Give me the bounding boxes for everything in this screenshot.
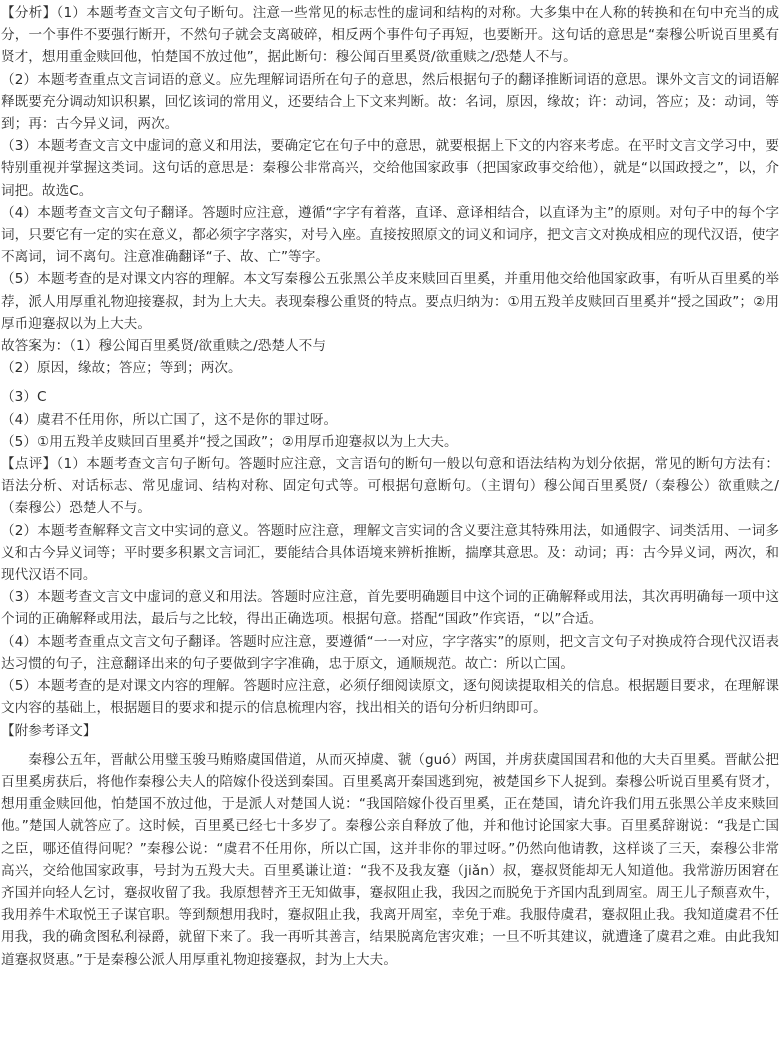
answer-5: （5）①用五羖羊皮赎回百里奚并“授之国政”；②用厚币迎蹇叔以为上大夫。 xyxy=(1,433,458,450)
answer-4: （4）虞君不任用你，所以亡国了，这不是你的罪过呀。 xyxy=(1,411,338,428)
comment-part-1: 【点评】（1）本题考查文言句子断句。答题时应注意，文言语句的断句一般以句意和语法结构为划分依据，常见的断句方法有：语法分析、对话标志、常见虚词、结构对称、固定句式等。可根据句意断句。（主谓句）穆公闻百里奚贤/（秦穆公）欲重赎之/（秦穆公）恐楚人不与。 xyxy=(1,456,779,517)
answer-3: （3）C xyxy=(1,389,47,406)
answer-intro: 故答案为：（1）穆公闻百里奚贤/欲重赎之/恐楚人不与 xyxy=(1,338,326,355)
comment-part-3: （3）本题考查文言文中虚词的意义和用法。答题时应注意，首先要明确题目中这个词的正确解释或用法，其次再明确每一项中这个词的正确解释或用法，最后与之比较，得出正确选项。根据句意。搭配“国政”作宾语，“以”合适。 xyxy=(1,589,779,628)
analysis-part-1: 【分析】（1）本题考查文言文句子断句。注意一些常见的标志性的虚词和结构的对称。大多集中在人称的转换和在句中充当的成分，一个事件不要强行断开，不然句子就会支离破碎，相反两个事件句子再短，也要断开。这句话的意思是“秦穆公听说百里奚有贤才，想用重金赎回他，怕楚国不放过他”，据此断句：穆公闻百里奚贤/欲重赎之/恐楚人不与。 xyxy=(1,5,779,66)
translation-text: 秦穆公五年，晋献公用璧玉骏马贿赂虞国借道，从而灭掉虞、虢（guó）两国，并虏获虞国国君和他的大夫百里奚。晋献公把百里奚虏获后，将他作秦穆公夫人的陪嫁仆役送到秦国。百里奚离开秦国逃到宛，被楚国乡下人捉到。秦穆公听说百里奚有贤才，想用重金赎回他，怕楚国不放过他，于是派人对楚国人说：“我国陪嫁仆役百里奚，正在楚国，请允许我们用五张黑公羊皮来赎回他。”楚国人就答应了。这时候，百里奚已经七十多岁了。秦穆公亲自释放了他，并和他讨论国家大事。百里奚辞谢说：“我是亡国之臣，哪还值得问呢？”秦穆公说：“虞君不任用你，所以亡国，这并非你的罪过呀。”仍然向他请教，这样谈了三天，秦穆公非常高兴，交给他国家政事，号封为五羖大夫。百里奚谦让道：“我不及我友蹇（jiǎn）叔，蹇叔贤能却无人知道他。我常游历困窘在齐国并向轻人乞讨，蹇叔收留了我。我原想替齐王无知做事，蹇叔阻止我，我因之而脱免于齐国内乱到周室。周王儿子颓喜欢牛，我用养牛术取悦王子谋官职。等到颓想用我时，蹇叔阻止我，我离开周室，幸免于难。我服侍虞君，蹇叔阻止我。我知道虞君不任用我，我的确贪图私利禄爵，就留下来了。我一再听其善言，结果脱离危害灾难；一旦不听其建议，就遭逢了虞君之难。由此我知道蹇叔贤惠。”于是秦穆公派人用厚重礼物迎接蹇叔，封为上大夫。 xyxy=(1,751,779,968)
comment-part-4: （4）本题考查重点文言文句子翻译。答题时应注意，要遵循“一一对应，字字落实”的原则，把文言文句子对换成符合现代汉语表达习惯的句子，注意翻译出来的句子要做到字字准确，忠于原文，通顺规范。故亡：所以亡国。 xyxy=(1,633,779,672)
spacer xyxy=(1,379,779,386)
analysis-part-4: （4）本题考查文言文句子翻译。答题时应注意，遵循“字字有着落，直译、意译相结合，以直译为主”的原则。对句子中的每个字词，只要它有一定的实在意义，都必须字字落实，对号入座。直接按照原文的词义和词序，把文言文对换成相应的现代汉语，使字不离词，词不离句。注意准确翻译“子、故、亡”等字。 xyxy=(1,204,779,266)
comment-part-5: （5）本题考查的是对课文内容的理解。答题时应注意，必须仔细阅读原文，逐句阅读提取相关的信息。根据题目要求，在理解课文内容的基础上，根据题目的要求和提示的信息梳理内容，找出相关的语句分析归纳即可。 xyxy=(1,678,779,717)
analysis-part-3: （3）本题考查文言文中虚词的意义和用法，要确定它在句子中的意思，就要根据上下文的内容来考虑。在平时文言文学习中，要特别重视并掌握这类词。这句话的意思是：秦穆公非常高兴，交给他国家政事（把国家政事交给他），就是“以国政授之”，以，介词把。故选C。 xyxy=(1,138,779,199)
spacer xyxy=(1,742,779,749)
answer-2: （2）原因，缘故；答应；等到；两次。 xyxy=(1,360,242,377)
translation-heading: 【附参考译文】 xyxy=(1,722,97,739)
analysis-part-2: （2）本题考查重点文言词语的意义。应先理解词语所在句子的意思，然后根据句子的翻译推断词语的意思。课外文言文的词语解释既要充分调动知识积累，回忆该词的常用义，还要结合上下文来判断。故：名词，原因，缘故；许：动词，答应；及：动词，等到；再：古今异义词，两次。 xyxy=(1,71,779,133)
analysis-part-5: （5）本题考查的是对课文内容的理解。本文写秦穆公五张黑公羊皮来赎回百里奚，并重用他交给他国家政事，有听从百里奚的举荐，派人用厚重礼物迎接蹇叔，封为上大夫。表现秦穆公重贤的特点。要点归纳为：①用五羖羊皮赎回百里奚并“授之国政”；②用厚币迎蹇叔以为上大夫。 xyxy=(1,271,779,332)
comment-part-2: （2）本题考查解释文言文中实词的意义。答题时应注意，理解文言实词的含义要注意其特殊用法，如通假字、词类活用、一词多义和古今异义词等；平时要多积累文言词汇，要能结合具体语境来辨析推断，揣摩其意思。及：动词；再：古今异义词，两次，和现代汉语不同。 xyxy=(1,522,779,584)
